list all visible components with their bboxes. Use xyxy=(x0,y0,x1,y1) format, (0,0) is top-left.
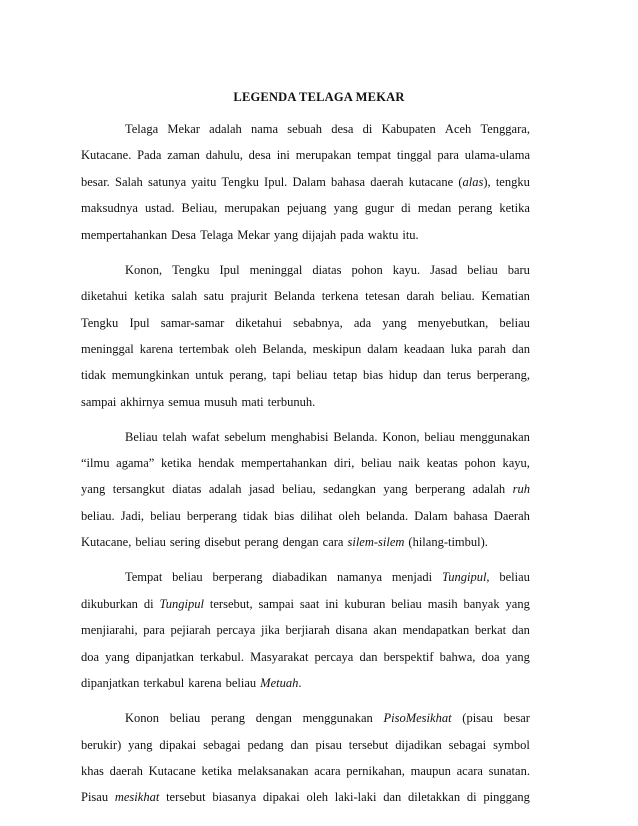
word: percaya xyxy=(216,623,256,637)
word: oleh xyxy=(306,790,328,804)
text-line xyxy=(81,649,530,665)
word: dipakai xyxy=(159,738,197,752)
text-line xyxy=(125,262,530,278)
word: diletakkan xyxy=(408,790,461,804)
word: ini xyxy=(325,597,339,611)
word: tetap xyxy=(333,368,358,382)
word: sunatan. xyxy=(488,764,530,778)
word: Beliau, xyxy=(181,201,218,215)
word: menjadi xyxy=(391,570,433,584)
word: karena xyxy=(139,342,174,356)
word: disebut xyxy=(204,535,241,549)
word: Pisau xyxy=(81,790,109,804)
word: Tungipul, xyxy=(441,570,490,584)
word: diatas xyxy=(312,263,342,277)
text-line xyxy=(81,288,530,304)
word: berperang xyxy=(415,482,466,496)
word: berperang, xyxy=(476,368,530,382)
word: symbol xyxy=(493,738,530,752)
text-line xyxy=(81,227,530,243)
word: Kematian xyxy=(481,289,530,303)
word: ini xyxy=(276,148,290,162)
word: sebelum xyxy=(224,430,266,444)
word: memungkinkan xyxy=(111,368,190,382)
word: bahasa xyxy=(453,509,488,523)
word: “ilmu xyxy=(81,456,110,470)
text-line xyxy=(125,710,530,726)
word: tertembak xyxy=(179,342,230,356)
word: nama xyxy=(251,122,279,136)
word: bias xyxy=(274,509,295,523)
text-line xyxy=(81,596,530,612)
word: beliau xyxy=(296,368,328,382)
word: Dalam xyxy=(414,509,448,523)
word: oleh xyxy=(235,342,257,356)
word: terkena xyxy=(321,289,359,303)
word: karena xyxy=(188,676,222,690)
word: berperang xyxy=(186,509,237,523)
word: Mekar xyxy=(237,228,270,242)
word: diketahui xyxy=(235,316,282,330)
word: telah xyxy=(162,430,187,444)
text-line xyxy=(81,789,530,805)
word: beliau xyxy=(225,676,257,690)
word: Metuah. xyxy=(260,676,302,690)
word: laki-laki xyxy=(334,790,377,804)
word: dipanjatkan xyxy=(81,676,140,690)
word: dan xyxy=(290,738,309,752)
text-line xyxy=(125,121,530,137)
word: dipanjatkan xyxy=(135,650,194,664)
word: ketika xyxy=(499,201,530,215)
word: diabadikan xyxy=(272,570,328,584)
word: Aceh xyxy=(444,122,472,136)
text-line xyxy=(81,481,530,497)
word: Ipul xyxy=(219,263,240,277)
word: desa xyxy=(248,148,271,162)
word: dan xyxy=(423,368,442,382)
word: Desa xyxy=(171,228,197,242)
word: Kabupaten xyxy=(381,122,436,136)
word: ulama-ulama xyxy=(464,148,530,162)
word: banyak xyxy=(463,597,500,611)
word: pernikahan, xyxy=(346,764,405,778)
word: beliau, xyxy=(282,482,316,496)
word: yang xyxy=(505,650,530,664)
word: tetesan xyxy=(365,289,400,303)
word: tersebut xyxy=(166,790,206,804)
word: sebabnya, xyxy=(293,316,343,330)
word: Belanda, xyxy=(262,342,307,356)
word: (hilang-timbul). xyxy=(408,535,488,549)
word: Kutacane xyxy=(148,764,196,778)
word: diketahui xyxy=(81,289,128,303)
word: tapi xyxy=(272,368,292,382)
word: melaksanakan xyxy=(237,764,309,778)
word: musuh xyxy=(204,395,238,409)
word: doa xyxy=(81,650,100,664)
word: terbunuh. xyxy=(267,395,316,409)
word: kayu, xyxy=(502,456,530,470)
word: ketika xyxy=(161,456,192,470)
word: Tempat xyxy=(125,570,163,584)
word: beliau. xyxy=(81,509,115,523)
word: Masyarakat xyxy=(250,650,309,664)
word: silem-silem xyxy=(347,535,405,549)
word: dijajah xyxy=(302,228,337,242)
word: zaman xyxy=(167,148,200,162)
word: Konon, xyxy=(125,263,163,277)
word: beliau xyxy=(361,456,392,470)
word: tinggal xyxy=(396,148,432,162)
word: pisau xyxy=(315,738,342,752)
word: merupakan xyxy=(295,148,352,162)
word: bahasa xyxy=(331,175,366,189)
word: beliau xyxy=(499,316,530,330)
word: ketika xyxy=(201,764,233,778)
text-line xyxy=(81,508,530,524)
word: hidup xyxy=(388,368,418,382)
word: Beliau xyxy=(125,430,158,444)
word: parah xyxy=(478,342,506,356)
word: acara xyxy=(314,764,341,778)
word: hendak xyxy=(198,456,235,470)
word: di xyxy=(143,597,154,611)
word: maksudnya xyxy=(81,201,138,215)
word: Kutacane. xyxy=(81,148,132,162)
word: ruh xyxy=(512,482,530,496)
word: satunya xyxy=(147,175,187,189)
word: itu. xyxy=(402,228,419,242)
word: perang, xyxy=(229,368,267,382)
word: meninggal xyxy=(81,342,134,356)
word: menggunakan xyxy=(302,711,373,725)
word: berspektif xyxy=(383,650,434,664)
word: perang xyxy=(244,535,279,549)
text-line xyxy=(81,675,530,691)
word: pohon xyxy=(351,263,383,277)
word: dengan xyxy=(255,711,292,725)
word: kutacane xyxy=(408,175,454,189)
word: beliau xyxy=(467,263,498,277)
word: tengku xyxy=(495,175,530,189)
word: berjiarah xyxy=(285,623,330,637)
word: (pisau xyxy=(462,711,493,725)
word: merupakan xyxy=(224,201,280,215)
word: Ipul xyxy=(129,316,150,330)
word: menggunakan xyxy=(459,430,530,444)
word: salah xyxy=(171,289,198,303)
word: terkabul. xyxy=(199,650,245,664)
word: menghabisi xyxy=(270,430,329,444)
word: berkat xyxy=(474,623,507,637)
word: meskipun xyxy=(312,342,362,356)
word: medan xyxy=(417,201,452,215)
text-line xyxy=(81,200,530,216)
word: Ipul. xyxy=(264,175,288,189)
word: dijadikan xyxy=(395,738,442,752)
word: disana xyxy=(335,623,368,637)
word: ada xyxy=(353,316,372,330)
word: Tengku xyxy=(221,175,259,189)
word: Belanda xyxy=(274,289,316,303)
word: Kutacane, xyxy=(81,535,132,549)
text-line xyxy=(81,763,530,779)
word: masih xyxy=(427,597,458,611)
word: para xyxy=(143,623,165,637)
word: yang xyxy=(273,228,299,242)
word: mempertahankan xyxy=(81,228,168,242)
word: Telaga xyxy=(200,228,234,242)
word: beliau xyxy=(499,570,530,584)
word: menyebutkan, xyxy=(417,316,489,330)
word: mesikhat xyxy=(114,790,160,804)
word: pohon xyxy=(464,456,496,470)
text-line xyxy=(125,429,530,445)
text-line xyxy=(81,455,530,471)
word: satu xyxy=(203,289,224,303)
word: beliau xyxy=(391,597,422,611)
word: biasanya xyxy=(212,790,257,804)
word: saat xyxy=(299,597,320,611)
word: khas xyxy=(81,764,104,778)
word: dilihat xyxy=(300,509,333,523)
word: mati xyxy=(241,395,264,409)
word: dan xyxy=(511,342,530,356)
word: yang xyxy=(505,597,530,611)
word: tidak xyxy=(242,509,268,523)
word: adalah xyxy=(208,482,242,496)
text-line xyxy=(81,174,530,190)
word: dan xyxy=(511,623,530,637)
word: keatas xyxy=(426,456,458,470)
word: sebagai xyxy=(203,738,241,752)
word: beliau xyxy=(172,570,203,584)
word: dahulu, xyxy=(205,148,243,162)
word: PisoMesikhat xyxy=(383,711,452,725)
word: Tenggara, xyxy=(480,122,530,136)
word: dengan xyxy=(282,535,319,549)
word: dalam xyxy=(367,342,398,356)
word: mendapatkan xyxy=(402,623,470,637)
word: dipakai xyxy=(262,790,300,804)
word: beliau xyxy=(150,509,181,523)
word: oleh xyxy=(338,509,360,523)
word: agama” xyxy=(116,456,155,470)
text-line xyxy=(81,534,530,550)
word: pejuang xyxy=(286,201,327,215)
word: pejiarah xyxy=(170,623,211,637)
word: Jasad xyxy=(430,263,458,277)
word: beliau xyxy=(135,535,166,549)
text-line xyxy=(81,622,530,638)
word: kayu. xyxy=(392,263,421,277)
word: keadaan xyxy=(403,342,445,356)
word: jika xyxy=(261,623,280,637)
word: daerah xyxy=(370,175,404,189)
text-line xyxy=(81,394,530,410)
word: desa xyxy=(331,122,354,136)
word: samar-samar xyxy=(160,316,225,330)
text-line xyxy=(125,569,530,585)
text-line xyxy=(81,341,530,357)
word: besar. xyxy=(81,175,110,189)
word: adalah xyxy=(209,122,242,136)
word: naik xyxy=(398,456,420,470)
word: Tengku xyxy=(81,316,119,330)
word: Konon xyxy=(125,711,160,725)
word: ustad. xyxy=(144,201,175,215)
word: wafat xyxy=(191,430,220,444)
word: beliau xyxy=(169,711,201,725)
word: Daerah xyxy=(493,509,530,523)
word: yang xyxy=(383,482,408,496)
text-line xyxy=(81,315,530,331)
word: gugur xyxy=(364,201,395,215)
word: Belanda. xyxy=(333,430,378,444)
word: tidak xyxy=(81,368,106,382)
word: jasad xyxy=(248,482,275,496)
page-title: LEGENDA TELAGA MEKAR xyxy=(233,90,405,104)
word: yang xyxy=(333,201,358,215)
word: acara xyxy=(456,764,483,778)
word: pada xyxy=(340,228,364,242)
word: Mekar xyxy=(167,122,200,136)
word: semua xyxy=(168,395,201,409)
word: meninggal xyxy=(249,263,303,277)
word: yang xyxy=(382,316,407,330)
word: prajurit xyxy=(230,289,268,303)
word: dan xyxy=(359,650,378,664)
word: cara xyxy=(322,535,344,549)
word: akan xyxy=(373,623,397,637)
word: mempertahankan xyxy=(241,456,328,470)
word: dikuburkan xyxy=(81,597,138,611)
word: waktu xyxy=(367,228,399,242)
text-line xyxy=(81,147,530,163)
word: daerah xyxy=(109,764,143,778)
word: yang xyxy=(105,650,130,664)
word: baru xyxy=(507,263,530,277)
word: diatas xyxy=(172,482,202,496)
word: tersangkut xyxy=(112,482,165,496)
word: doa xyxy=(481,650,500,664)
word: sedangkan xyxy=(323,482,376,496)
word: tersebut xyxy=(348,738,389,752)
word: diri, xyxy=(333,456,355,470)
word: yang xyxy=(128,738,153,752)
word: perang xyxy=(458,201,493,215)
word: kuburan xyxy=(344,597,386,611)
word: belanda. xyxy=(366,509,409,523)
word: terus xyxy=(446,368,472,382)
word: beliau. xyxy=(440,289,475,303)
word: di xyxy=(401,201,411,215)
word: akhirnya xyxy=(120,395,165,409)
word: Konon, xyxy=(382,430,420,444)
word: percaya xyxy=(314,650,354,664)
word: Tengku xyxy=(172,263,210,277)
word: berperang xyxy=(212,570,263,584)
word: sebuah xyxy=(287,122,322,136)
word: yang xyxy=(81,482,106,496)
word: sampai xyxy=(258,597,294,611)
word: berukir) xyxy=(81,738,122,752)
word: ketika xyxy=(134,289,165,303)
word: di xyxy=(466,790,477,804)
word: sering xyxy=(169,535,201,549)
word: pedang xyxy=(247,738,284,752)
word: untuk xyxy=(195,368,224,382)
word: terkabul xyxy=(143,676,185,690)
word: bias xyxy=(363,368,384,382)
word: Telaga xyxy=(125,122,159,136)
word: menjiarahi, xyxy=(81,623,138,637)
word: Tungipul xyxy=(159,597,204,611)
word: tempat xyxy=(357,148,392,162)
word: namanya xyxy=(336,570,383,584)
word: dan xyxy=(383,790,402,804)
word: para xyxy=(437,148,459,162)
text-line xyxy=(81,367,530,383)
word: Salah xyxy=(115,175,143,189)
word: pinggang xyxy=(483,790,530,804)
word: sampai xyxy=(81,395,117,409)
word: tersebut, xyxy=(209,597,253,611)
word: bahwa, xyxy=(439,650,476,664)
word: (alas), xyxy=(458,175,491,189)
text-line xyxy=(81,737,530,753)
word: adalah xyxy=(472,482,506,496)
word: yaitu xyxy=(191,175,217,189)
word: perang xyxy=(211,711,246,725)
word: maupun xyxy=(410,764,451,778)
word: besar xyxy=(503,711,530,725)
word: Pada xyxy=(137,148,162,162)
word: Dalam xyxy=(292,175,326,189)
word: sebagai xyxy=(448,738,487,752)
word: Jadi, xyxy=(120,509,145,523)
word: di xyxy=(362,122,373,136)
word: luka xyxy=(450,342,473,356)
word: darah xyxy=(406,289,435,303)
word: beliau xyxy=(424,430,455,444)
